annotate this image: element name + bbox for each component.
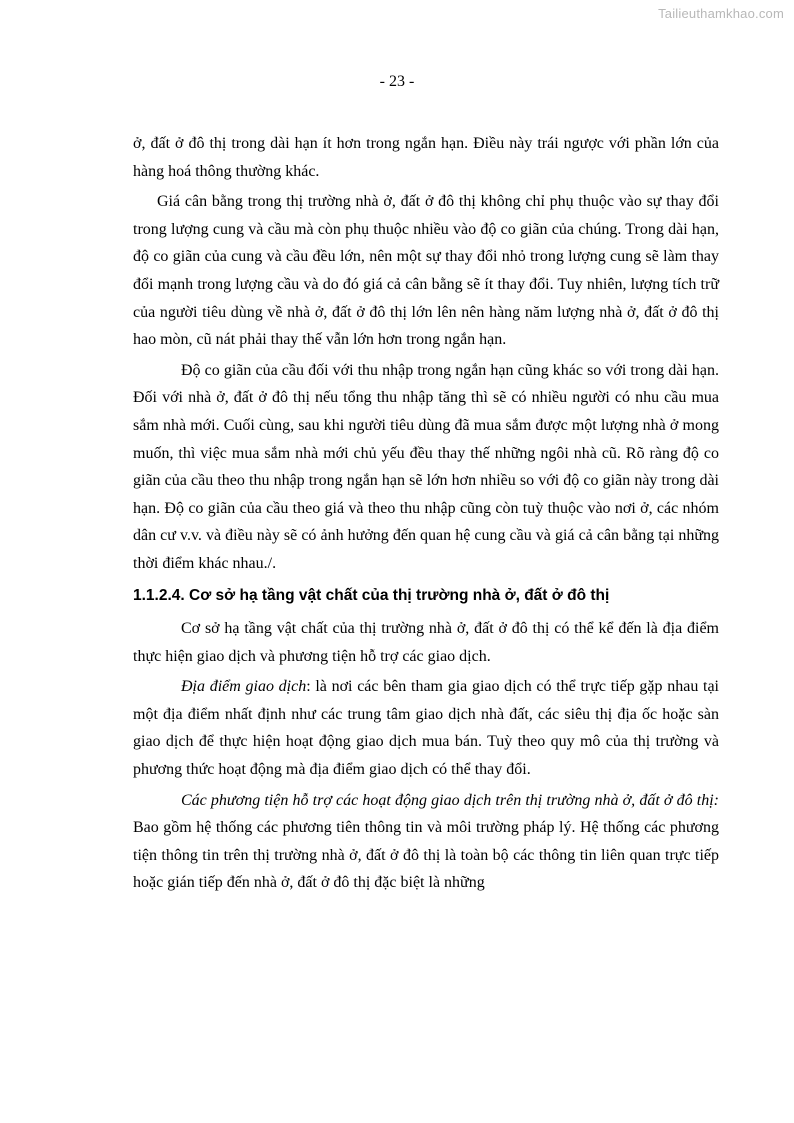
document-body bbox=[133, 130, 719, 900]
paragraph-3: Độ co giãn của cầu đối với thu nhập trong ngắn hạn cũng khác so với trong dài hạn. Đối với nhà ở, đất ở đô thị nếu tổng thu nhập tăng thì sẽ có nhiều người có nhu cầu mua sắm nhà mới. Cuối cùng, sau khi người tiêu dùng đã mua sắm được một lượng nhà ở mong muốn, thì việc mua sắm nhà mới chủ yếu đều thay thế những ngôi nhà cũ. Rõ ràng độ co giãn của cầu theo thu nhập trong ngắn hạn sẽ lớn hơn nhiều so với độ co giãn này trong dài hạn. Độ co giãn của cầu theo giá và theo thu nhập cũng còn tuỳ thuộc vào nơi ở, các nhóm dân cư v.v. và điều này sẽ có ảnh hưởng đến quan hệ cung cầu và giá cả cân bằng tại những thời điểm khác nhau./. bbox=[133, 361, 719, 572]
paragraph-5-text: : là nơi các bên tham gia giao dịch có thể trực tiếp gặp nhau tại một địa điểm nhất định như các trung tâm giao dịch nhà đất, các siêu thị địa ốc hoặc sàn giao dịch để thực hiện hoạt động giao dịch mua bán. Tuỳ theo quy mô của thị trường và phương thức hoạt động mà địa điểm giao dịch có thể thay đổi. bbox=[133, 678, 720, 779]
paragraph-6-text: Bao gồm hệ thống các phương tiên thông tin và môi trường pháp lý. Hệ thống các phương tiện thông tin trên thị trường nhà ở, đất ở đô thị là toàn bộ các thông tin liên quan trực tiếp hoặc gián tiếp đến nhà ở, đất ở đô thị đặc biệt là những bbox=[133, 819, 719, 892]
watermark: Tailieuthamkhao.com bbox=[658, 6, 784, 21]
paragraph-2: Giá cân bằng trong thị trường nhà ở, đất ở đô thị không chỉ phụ thuộc vào sự thay đổi trong lượng cung và cầu mà còn phụ thuộc nhiều vào độ co giãn của chúng. Trong dài hạn, độ co giãn của cung và cầu đều lớn, nên một sự thay đổi nhỏ trong lượng cung sẽ làm thay đổi mạnh trong lượng cầu và do đó giá cả cân bằng sẽ ít thay đổi. Tuy nhiên, lượng tích trữ của người tiêu dùng về nhà ở, đất ở đô thị lớn lên nên hàng năm lượng nhà ở, đất ở đô thị hao mòn, cũ nát phải thay thế vẫn lớn hơn trong ngắn hạn. bbox=[133, 193, 719, 349]
paragraph-6-term: Các phương tiện hỗ trợ các hoạt động giao dịch trên thị trường nhà ở, đất ở đô thị: bbox=[181, 791, 719, 809]
paragraph-6 bbox=[133, 787, 719, 897]
section-heading: 1.1.2.4. Cơ sở hạ tầng vật chất của thị trường nhà ở, đất ở đô thị bbox=[133, 586, 610, 604]
page-number: - 23 - bbox=[379, 73, 415, 90]
paragraph-5 bbox=[133, 673, 719, 783]
paragraph-5-term: Địa điểm giao dịch bbox=[181, 678, 307, 696]
paragraph-1: ở, đất ở đô thị trong dài hạn ít hơn trong ngắn hạn. Điều này trái ngược với phần lớn của hàng hoá thông thường khác. bbox=[133, 135, 719, 180]
paragraph-4: Cơ sở hạ tầng vật chất của thị trường nhà ở, đất ở đô thị có thể kể đến là địa điểm thực hiện giao dịch và phương tiện hỗ trợ các giao dịch. bbox=[133, 620, 719, 665]
